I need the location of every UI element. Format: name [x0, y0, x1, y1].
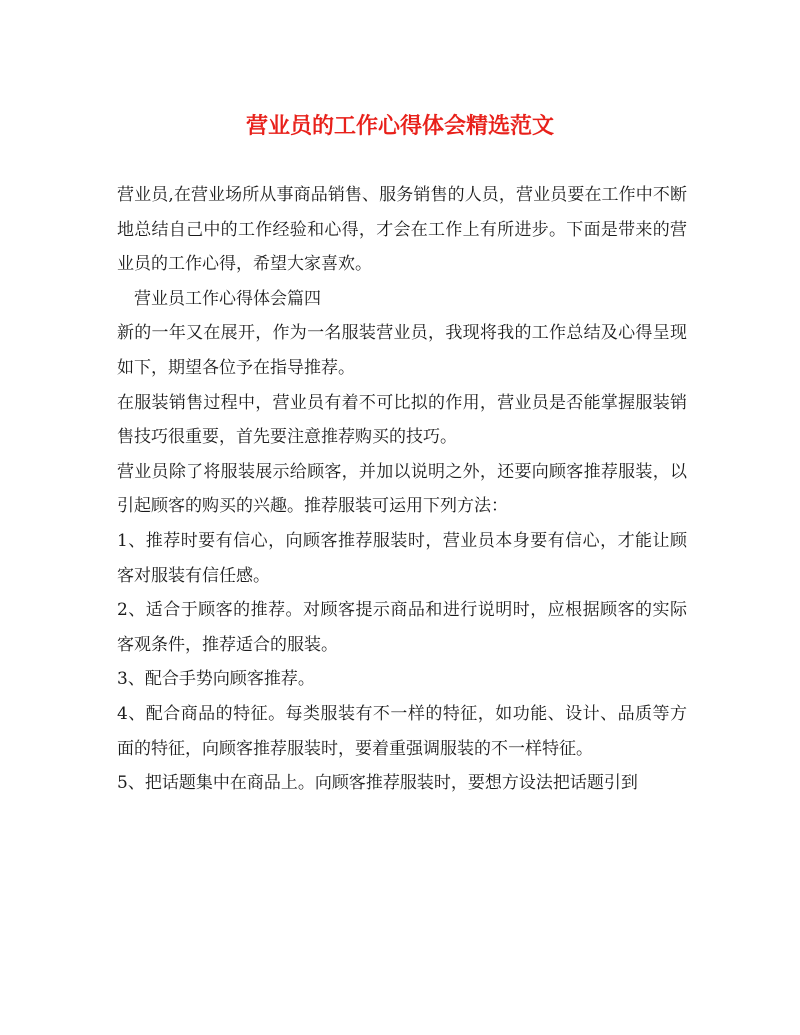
document-body [117, 178, 687, 801]
list-item: 3、配合手势向顾客推荐。 [117, 669, 315, 690]
section-heading: 营业员工作心得体会篇四 [134, 288, 321, 309]
paragraph-intro: 营业员,在营业场所从事商品销售、服务销售的人员，营业员要在工作中不断地总结自己中的工作经验和心得，才会在工作上有所进步。下面是带来的营业员的工作心得，希望大家喜欢。 [117, 185, 687, 275]
list-item: 5、把话题集中在商品上。向顾客推荐服装时，要想方设法把话题引到 [117, 773, 638, 794]
list-item: 2、适合于顾客的推荐。对顾客提示商品和进行说明时，应根据顾客的实际客观条件，推荐适合的服装。 [117, 600, 687, 655]
paragraph: 新的一年又在展开，作为一名服装营业员，我现将我的工作总结及心得呈现如下，期望各位予在指导推荐。 [117, 323, 687, 378]
document-title: 营业员的工作心得体会精选范文 [245, 113, 554, 139]
list-item: 1、推荐时要有信心，向顾客推荐服装时，营业员本身要有信心，才能让顾客对服装有信任感。 [117, 530, 687, 586]
list-item: 4、配合商品的特征。每类服装有不一样的特征，如功能、设计、品质等方面的特征，向顾客推荐服装时，要着重强调服装的不一样特征。 [117, 703, 687, 759]
paragraph: 营业员除了将服装展示给顾客，并加以说明之外，还要向顾客推荐服装，以引起顾客的购买的兴趣。推荐服装可运用下列方法： [117, 461, 687, 517]
paragraph: 在服装销售过程中，营业员有着不可比拟的作用，营业员是否能掌握服装销售技巧很重要，首先要注意推荐购买的技巧。 [117, 392, 687, 448]
